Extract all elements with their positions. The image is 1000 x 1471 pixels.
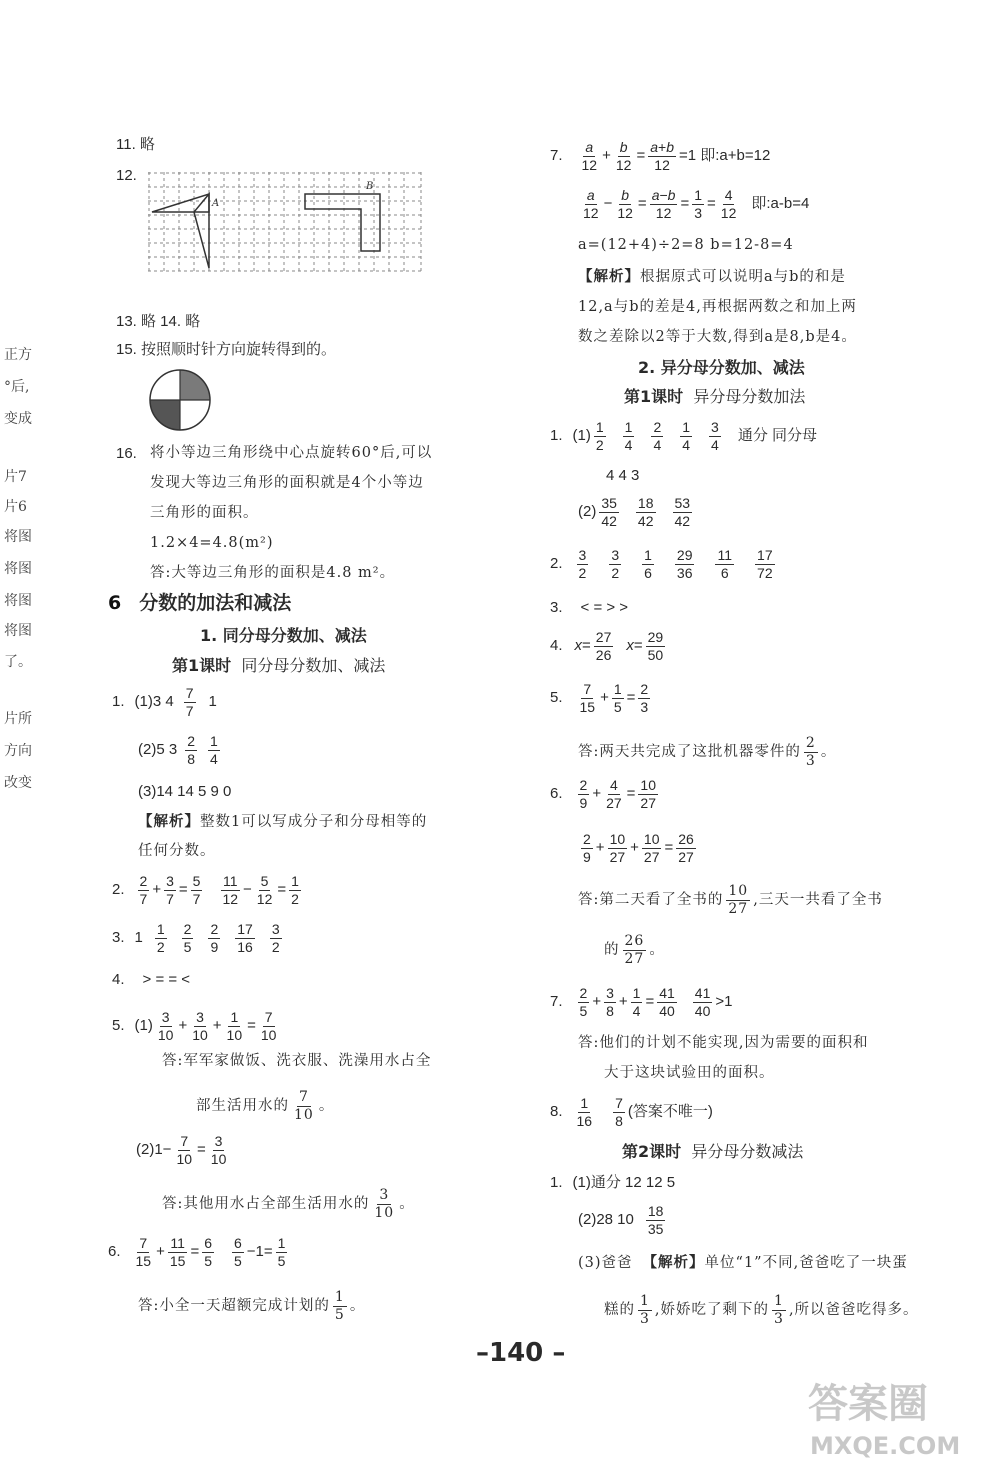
svg-text:A: A [212, 198, 220, 209]
svg-text:B: B [366, 181, 374, 192]
page-number: –140 – [476, 1338, 566, 1368]
